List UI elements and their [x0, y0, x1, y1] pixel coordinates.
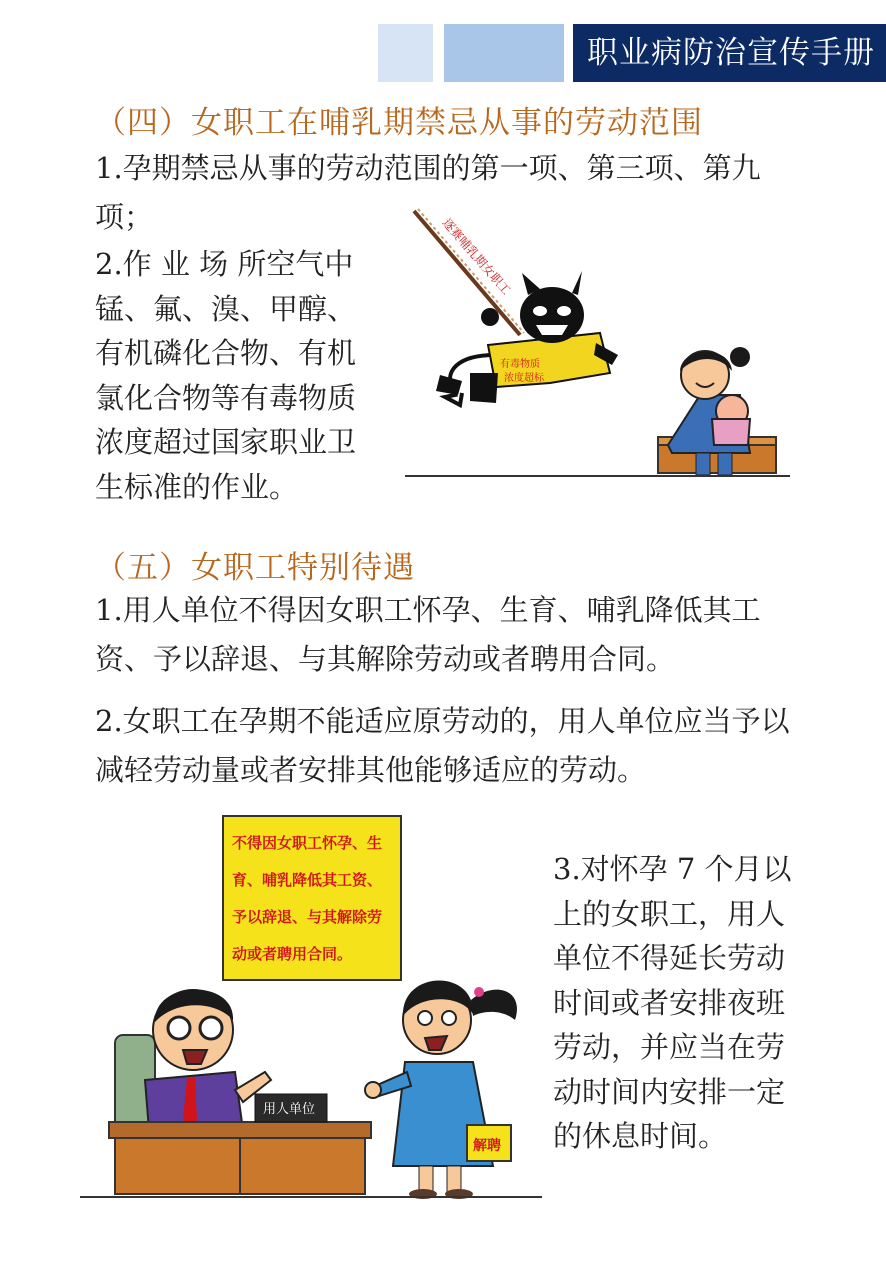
section5-item3: [553, 847, 792, 1159]
text-line: 项；: [95, 200, 154, 234]
hair-tie: [474, 987, 484, 997]
text-line: 的休息时间。: [553, 1119, 728, 1153]
ground-line: [80, 1196, 542, 1198]
sign-line: 不得因女职工怀孕、生: [232, 834, 383, 852]
boss-glasses: [168, 1017, 190, 1039]
text-line: 浓度超过国家职业卫: [95, 425, 357, 459]
worker-pointing-hand: [365, 1082, 381, 1098]
devil-horn: [572, 271, 582, 295]
shirt-label-2: 浓度超标: [504, 373, 544, 384]
workplace-illustration: [75, 810, 545, 1205]
rope-label: 逐赛哺乳期女职工: [439, 215, 514, 298]
text-line: 劳动，并应当在劳: [553, 1030, 786, 1064]
worker-eye: [442, 1011, 456, 1025]
header-decor-block: [444, 24, 564, 82]
text-line: 动时间内安排一定: [553, 1074, 786, 1109]
section5-item2: [95, 697, 790, 795]
text-line: 1.用人单位不得因女职工怀孕、生育、哺乳降低其工: [95, 593, 761, 627]
text-line: 上的女职工，用人: [553, 896, 786, 931]
worker-leg: [419, 1166, 433, 1192]
nameplate-label: 用人单位: [263, 1102, 316, 1117]
baby-clothes: [712, 419, 750, 445]
devil-eye: [533, 306, 547, 316]
devil-foot: [436, 375, 462, 395]
devil-eye: [557, 306, 571, 316]
text-line: 氯化合物等有毒物质: [95, 380, 357, 415]
rope: [414, 211, 520, 335]
text-line: 2.作 业 场 所空气中: [95, 247, 354, 281]
text-line: 资、予以辞退、与其解除劳动或者聘用合同。: [95, 642, 676, 676]
boss-glasses: [200, 1017, 222, 1039]
worker-leg: [447, 1166, 461, 1192]
ground-line: [405, 475, 790, 477]
devil-toxic-illustration: [400, 205, 800, 490]
text-line: 1.孕期禁忌从事的劳动范围的第一项、第三项、第九: [95, 151, 761, 185]
rope-texture: [418, 209, 524, 333]
section4-title: （四）女职工在哺乳期禁忌从事的劳动范围: [95, 105, 703, 141]
mother-hair-bun: [730, 347, 750, 367]
paper-label: 解聘: [473, 1138, 501, 1154]
text-line: 时间或者安排夜班: [553, 985, 786, 1020]
handbook-title: 职业病防治宣传手册: [573, 24, 886, 82]
text-line: 减轻劳动量或者安排其他能够适应的劳动。: [95, 753, 647, 787]
mother-leg: [696, 453, 710, 475]
text-line: 锰、氟、溴、甲醇、: [95, 291, 357, 326]
sign-line: 育、哺乳降低其工资、: [232, 871, 383, 889]
header-decor-block-light: [378, 24, 433, 82]
section5-title: （五）女职工特别待遇: [95, 550, 415, 586]
text-line: 2.女职工在孕期不能适应原劳动的，用人单位应当予以: [95, 704, 790, 738]
mother-leg: [718, 453, 732, 475]
text-line: 生标准的作业。: [95, 469, 299, 504]
worker-eye: [418, 1011, 432, 1025]
devil-hand: [481, 308, 499, 326]
text-line: 3.对怀孕 7 个月以: [553, 852, 792, 886]
section5-item1: [95, 586, 761, 684]
shirt-label-1: 有毒物质: [500, 359, 540, 370]
text-line: 单位不得延长劳动: [553, 941, 786, 975]
text-line: 有机磷化合物、有机: [95, 336, 357, 370]
section4-item2: [95, 242, 356, 509]
devil-leg: [470, 373, 498, 403]
sign-line: 动或者聘用合同。: [232, 945, 353, 963]
sign-line: 予以辞退、与其解除劳: [232, 908, 383, 926]
desk-top: [109, 1122, 371, 1138]
